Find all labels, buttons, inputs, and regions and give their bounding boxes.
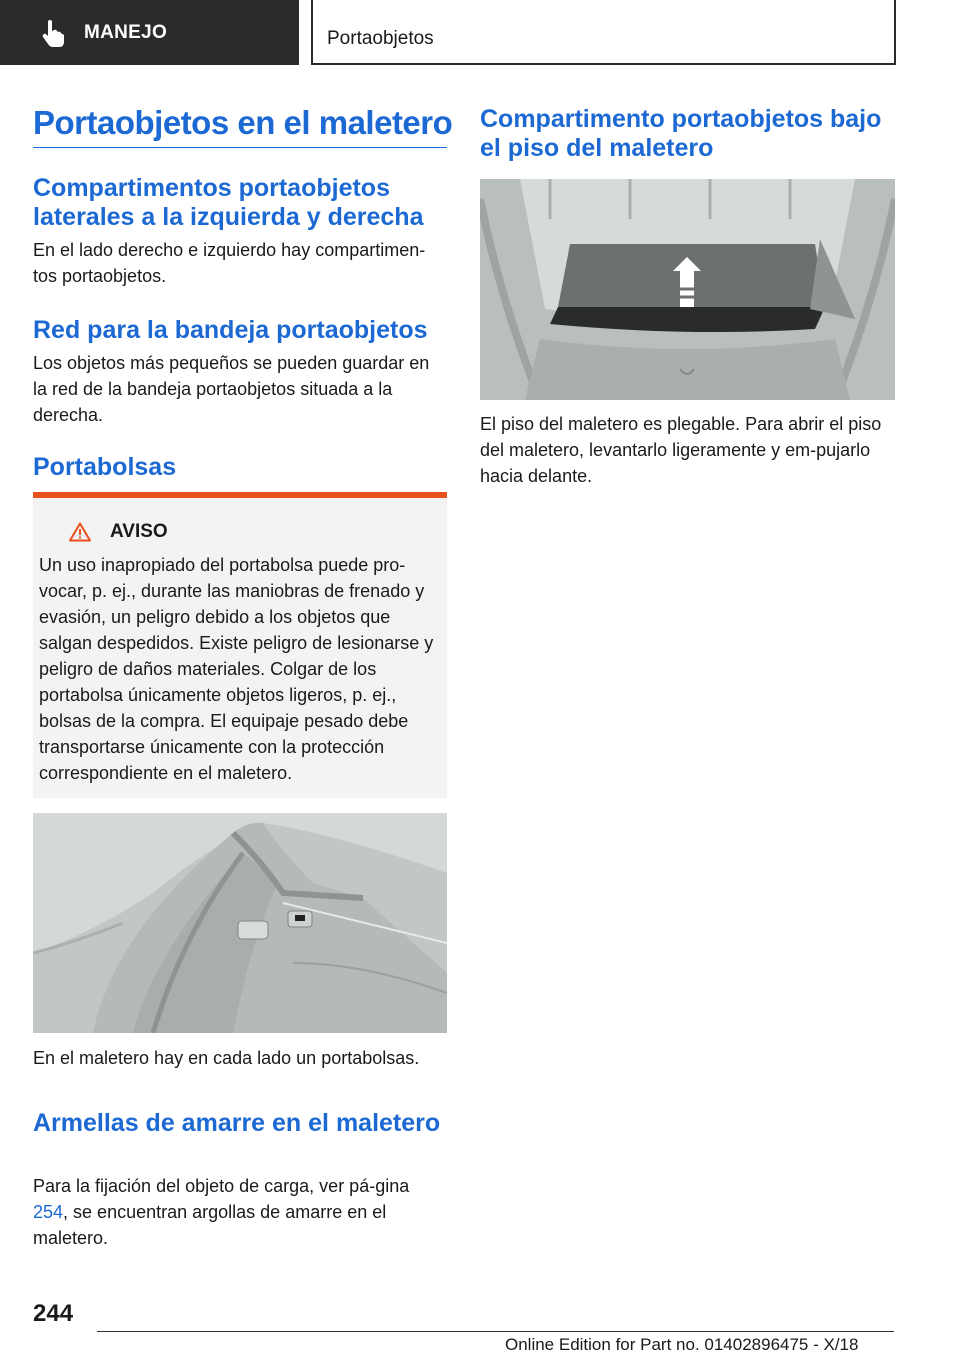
paragraph-lashing-eyes: [33, 1173, 447, 1251]
header-section-tab: [0, 0, 299, 65]
warning-text: Un uso inapropiado del portabolsa puede pro-vocar, p. ej., durante las maniobras de frenado y evasión, un peligro debido a los objetos que salgan despedidos. Existe peligro de lesionarse y peligro de daños materiales. Colgar de los portabolsa únicamente objetos ligeros, p. ej., bolsas de la compra. El equipaje pesado debe transportarse únicamente con la protección correspondiente en el maletero.: [39, 555, 434, 783]
page-link-254[interactable]: 254: [33, 1202, 64, 1222]
heading-side-compartments: Compartimentos portaobjetos laterales a la izquierda y derecha: [33, 174, 424, 231]
warning-box: [33, 492, 447, 798]
lashing-text-end: , se encuentran argollas de amarre en el maletero.: [33, 1202, 387, 1248]
paragraph-side-compartments: En el lado derecho e izquierdo hay compartimen-tos portaobjetos.: [33, 240, 426, 286]
paragraph-tray-net: Los objetos más pequeños se pueden guardar en la red de la bandeja portaobjetos situada a la derecha.: [33, 353, 430, 425]
heading-bag-hooks: Portabolsas: [33, 453, 177, 481]
hand-pointer-icon: [40, 19, 66, 47]
heading-lashing-eyes: Armellas de amarre en el maletero: [33, 1109, 441, 1137]
bag-hook-caption: En el maletero hay en cada lado un portabolsas.: [33, 1048, 420, 1068]
footer-divider: [97, 1331, 894, 1332]
floor-compartment-illustration: [480, 179, 895, 400]
lashing-text-start: Para la fijación del objeto de carga, ver pá-gina: [33, 1176, 410, 1196]
heading-floor-compartment: Compartimento portaobjetos bajo el piso del maletero: [480, 105, 882, 162]
paragraph-floor-compartment: El piso del maletero es plegable. Para abrir el piso del maletero, levantarlo ligeramente y em-pujarlo hacia delante.: [480, 414, 882, 486]
bag-hook-illustration: [33, 813, 447, 1033]
title-divider: [33, 147, 447, 148]
header-topic-box: [311, 0, 896, 65]
header-section-label: MANEJO: [84, 21, 168, 43]
header-topic-label: Portaobjetos: [327, 28, 434, 49]
page-number: 244: [33, 1300, 74, 1327]
heading-tray-net: Red para la bandeja portaobjetos: [33, 316, 428, 344]
footer-edition: Online Edition for Part no. 01402896475 - X/18: [505, 1335, 859, 1354]
warning-triangle-icon: [69, 522, 91, 542]
page-title: Portaobjetos en el maletero: [33, 104, 453, 141]
warning-title: AVISO: [110, 521, 168, 542]
